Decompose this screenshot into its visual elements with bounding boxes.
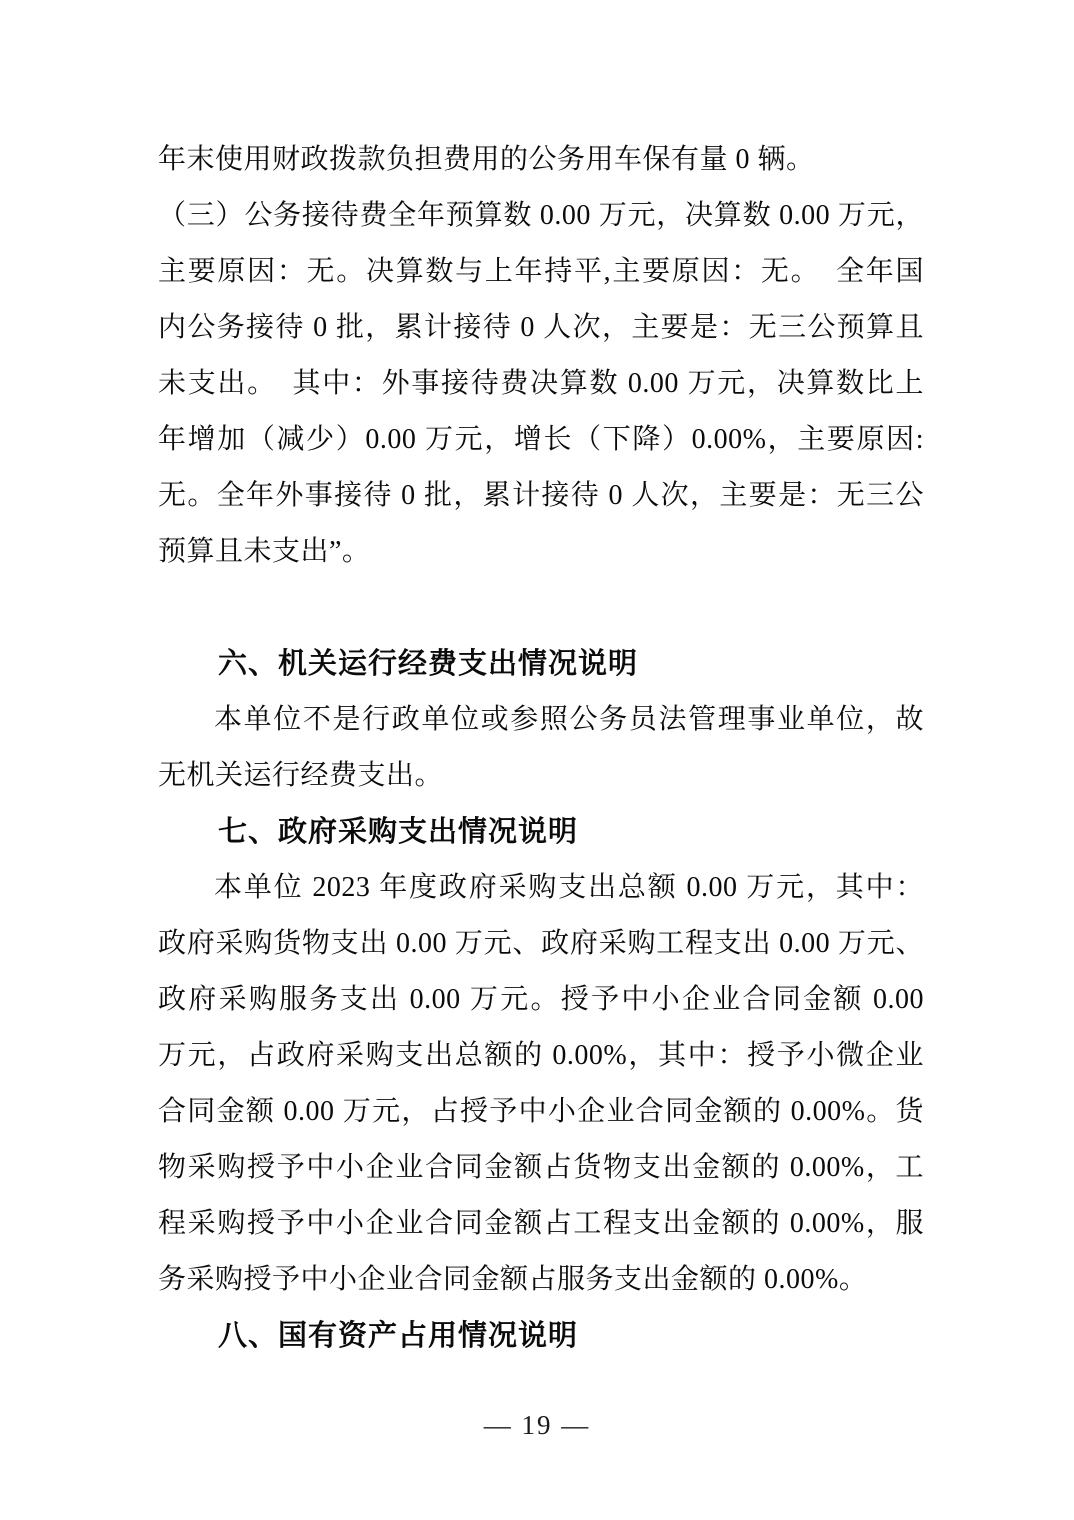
- section-seven-paragraph-line: 万元，占政府采购支出总额的 0.00%，其中：授予小微企业: [158, 1040, 924, 1071]
- section-six-paragraph-line: 本单位不是行政单位或参照公务员法管理事业单位，故: [214, 704, 924, 735]
- section-six-paragraph-line: 无机关运行经费支出。: [158, 760, 444, 791]
- section-seven-paragraph-line: 程采购授予中小企业合同金额占工程支出金额的 0.00%，服: [158, 1208, 924, 1239]
- blank-line: [158, 580, 924, 636]
- section-seven-paragraph-line: 本单位 2023 年度政府采购支出总额 0.00 万元，其中：: [214, 872, 924, 903]
- reception-paragraph-line: （三）公务接待费全年预算数 0.00 万元，决算数 0.00 万元，: [158, 200, 924, 231]
- reception-paragraph-line: 预算且未支出”。: [158, 536, 371, 567]
- reception-paragraph-line: 年增加（减少）0.00 万元，增长（下降）0.00%，主要原因:: [158, 424, 924, 455]
- reception-paragraph-line: 主要原因：无。决算数与上年持平,主要原因：无。 全年国: [158, 256, 924, 287]
- section-seven-paragraph-line: 务采购授予中小企业合同金额占服务支出金额的 0.00%。: [158, 1264, 868, 1295]
- page-number: — 19 —: [483, 1410, 591, 1440]
- reception-paragraph-line: 内公务接待 0 批，累计接待 0 人次，主要是：无三公预算且: [158, 312, 924, 343]
- section-seven-paragraph-line: 政府采购服务支出 0.00 万元。授予中小企业合同金额 0.00: [158, 984, 924, 1015]
- document-body: [158, 132, 924, 1364]
- section-heading-six: 六、机关运行经费支出情况说明: [218, 648, 639, 680]
- section-heading-seven: 七、政府采购支出情况说明: [218, 816, 579, 848]
- carryover-paragraph-line: 年末使用财政拨款负担费用的公务用车保有量 0 辆。: [158, 144, 815, 175]
- section-heading-eight: 八、国有资产占用情况说明: [218, 1320, 579, 1352]
- section-seven-paragraph-line: 政府采购货物支出 0.00 万元、政府采购工程支出 0.00 万元、: [158, 928, 924, 959]
- section-seven-paragraph-line: 物采购授予中小企业合同金额占货物支出金额的 0.00%，工: [158, 1152, 924, 1183]
- reception-paragraph-line: 无。全年外事接待 0 批，累计接待 0 人次，主要是：无三公: [158, 480, 924, 511]
- reception-paragraph-line: 未支出。 其中：外事接待费决算数 0.00 万元，决算数比上: [158, 368, 924, 399]
- section-seven-paragraph-line: 合同金额 0.00 万元，占授予中小企业合同金额的 0.00%。货: [158, 1096, 924, 1127]
